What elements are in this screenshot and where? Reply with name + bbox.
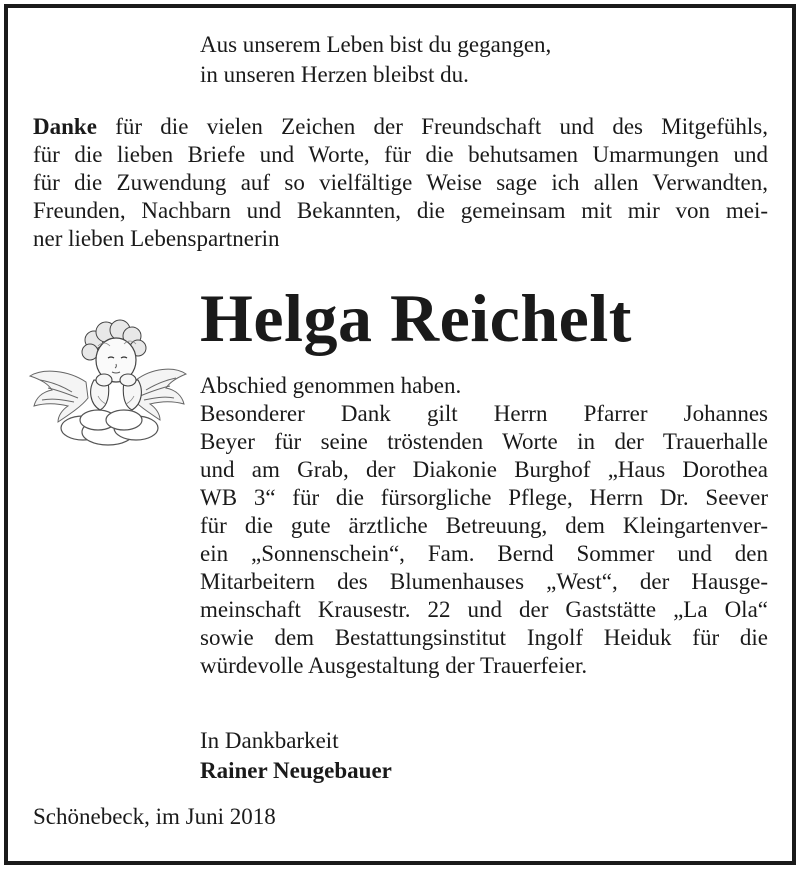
closing-signature: [200, 726, 392, 786]
body-line-8: Mitarbeitern des Blumenhauses „West“, der Hausge-: [200, 569, 768, 594]
signer-name: Rainer Neugebauer: [200, 758, 392, 783]
body-line-1: Abschied genommen haben.: [200, 373, 462, 398]
cherub-angel-icon: [28, 310, 188, 450]
body-line-4: und am Grab, der Diakonie Burghof „Haus Dorothea: [200, 457, 768, 482]
motto-verse: [200, 30, 551, 90]
deceased-name-heading: Helga Reichelt: [200, 280, 632, 356]
motto-line-1: Aus unserem Leben bist du gegangen,: [200, 32, 552, 57]
intro-line-3: für die Zuwendung auf so vielfältige Weise sage ich allen Verwandten,: [33, 170, 768, 195]
body-line-6: für die gute ärztliche Betreuung, dem Kleingartenver-: [200, 513, 768, 538]
closing-phrase: In Dankbarkeit: [200, 728, 339, 753]
intro-line-5: ner lieben Lebenspartnerin: [33, 226, 280, 251]
thanks-body-paragraph: [200, 372, 768, 680]
intro-line-1: [33, 113, 768, 141]
body-line-11: würdevolle Ausgestaltung der Trauerfeier.: [200, 653, 588, 678]
body-line-2: Besonderer Dank gilt Herrn Pfarrer Johannes: [200, 401, 768, 426]
intro-line-2: für die lieben Briefe und Worte, für die behutsamen Umarmungen und: [33, 142, 768, 167]
body-line-10: sowie dem Bestattungsinstitut Ingolf Heiduk für die: [200, 625, 768, 650]
body-line-9: meinschaft Krausestr. 22 und der Gaststätte „La Ola“: [200, 597, 768, 622]
thanks-intro-paragraph: [33, 113, 768, 253]
thanks-lead-word: Danke: [33, 114, 97, 139]
body-line-7: ein „Sonnenschein“, Fam. Bernd Sommer und den: [200, 541, 768, 566]
body-line-5: WB 3“ für die fürsorgliche Pflege, Herrn Dr. Seever: [200, 485, 768, 510]
intro-line-4: Freunden, Nachbarn und Bekannten, die gemeinsam mit mir von mei-: [33, 198, 768, 223]
body-line-3: Beyer für seine tröstenden Worte in der Trauerhalle: [200, 429, 768, 454]
place-and-date: Schönebeck, im Juni 2018: [33, 804, 276, 829]
intro-line-1-rest: für die vielen Zeichen der Freundschaft und des Mitgefühls,: [96, 114, 768, 139]
motto-line-2: in unseren Herzen bleibst du.: [200, 62, 469, 87]
